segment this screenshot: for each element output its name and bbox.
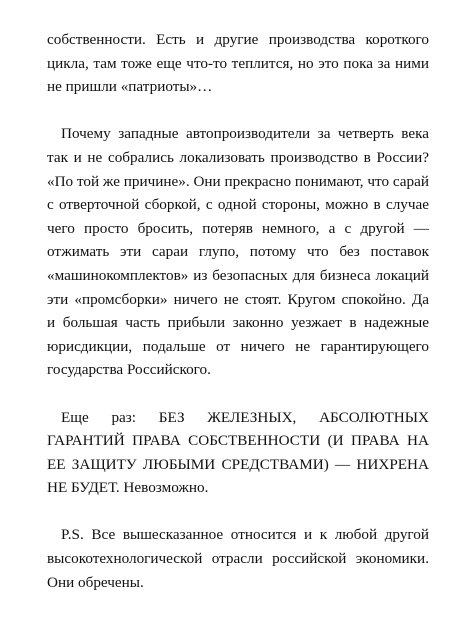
text-line: не пришли «патриоты»…: [47, 78, 213, 96]
text-line: P.S. Все вышесказанное относится и к любой другой: [61, 526, 429, 544]
text-line: НЕ БУДЕТ. Невозможно.: [47, 479, 209, 497]
paragraph-gap: [47, 99, 429, 123]
text-line: и большая часть прибыли законно уезжает в надежные: [47, 314, 429, 332]
paragraph-gap: [47, 500, 429, 524]
text-line: высокотехнологической отрасли российской экономики.: [47, 550, 429, 568]
text-line: ГАРАНТИЙ ПРАВА СОБСТВЕННОСТИ (И ПРАВА НА: [47, 432, 429, 450]
text-line: «машинокомплектов» из безопасных для бизнеса локаций: [47, 266, 429, 284]
paragraph-4: [47, 523, 429, 594]
text-line: ЕЕ ЗАЩИТУ ЛЮБЫМИ СРЕДСТВАМИ) — НИХРЕНА: [47, 455, 429, 473]
text-line: эти «промсборки» ничего не стоят. Кругом спокойно. Да: [47, 290, 429, 308]
text-line: чего просто бросить, потеряв немного, а с другой —: [47, 219, 429, 237]
text-line: юрисдикции, подальше от ничего не гарантирующего: [47, 337, 429, 355]
text-line: собственности. Есть и другие производства короткого: [47, 31, 429, 48]
text-line: цикла, там тоже еще что-то теплится, но это пока за ними: [47, 54, 429, 72]
text-line: так и не собрались локализовать производство в России?: [47, 148, 429, 166]
paragraph-2: [47, 122, 429, 382]
text-line: отжимать эти сараи глупо, потому что без поставок: [47, 243, 429, 261]
paragraph-1: [47, 28, 429, 99]
document-page: [47, 28, 429, 594]
text-line: «По той же причине». Они прекрасно понимают, что сарай: [47, 172, 429, 190]
paragraph-3: [47, 406, 429, 500]
paragraph-gap: [47, 382, 429, 406]
text-line: Они обречены.: [47, 573, 144, 591]
text-line: Еще раз: БЕЗ ЖЕЛЕЗНЫХ, АБСОЛЮТНЫХ: [61, 408, 429, 426]
text-line: Почему западные автопроизводители за четверть века: [61, 125, 429, 143]
text-line: с отверточной сборкой, с одной стороны, можно в случае: [47, 196, 429, 214]
text-line: государства Российского.: [47, 361, 211, 379]
